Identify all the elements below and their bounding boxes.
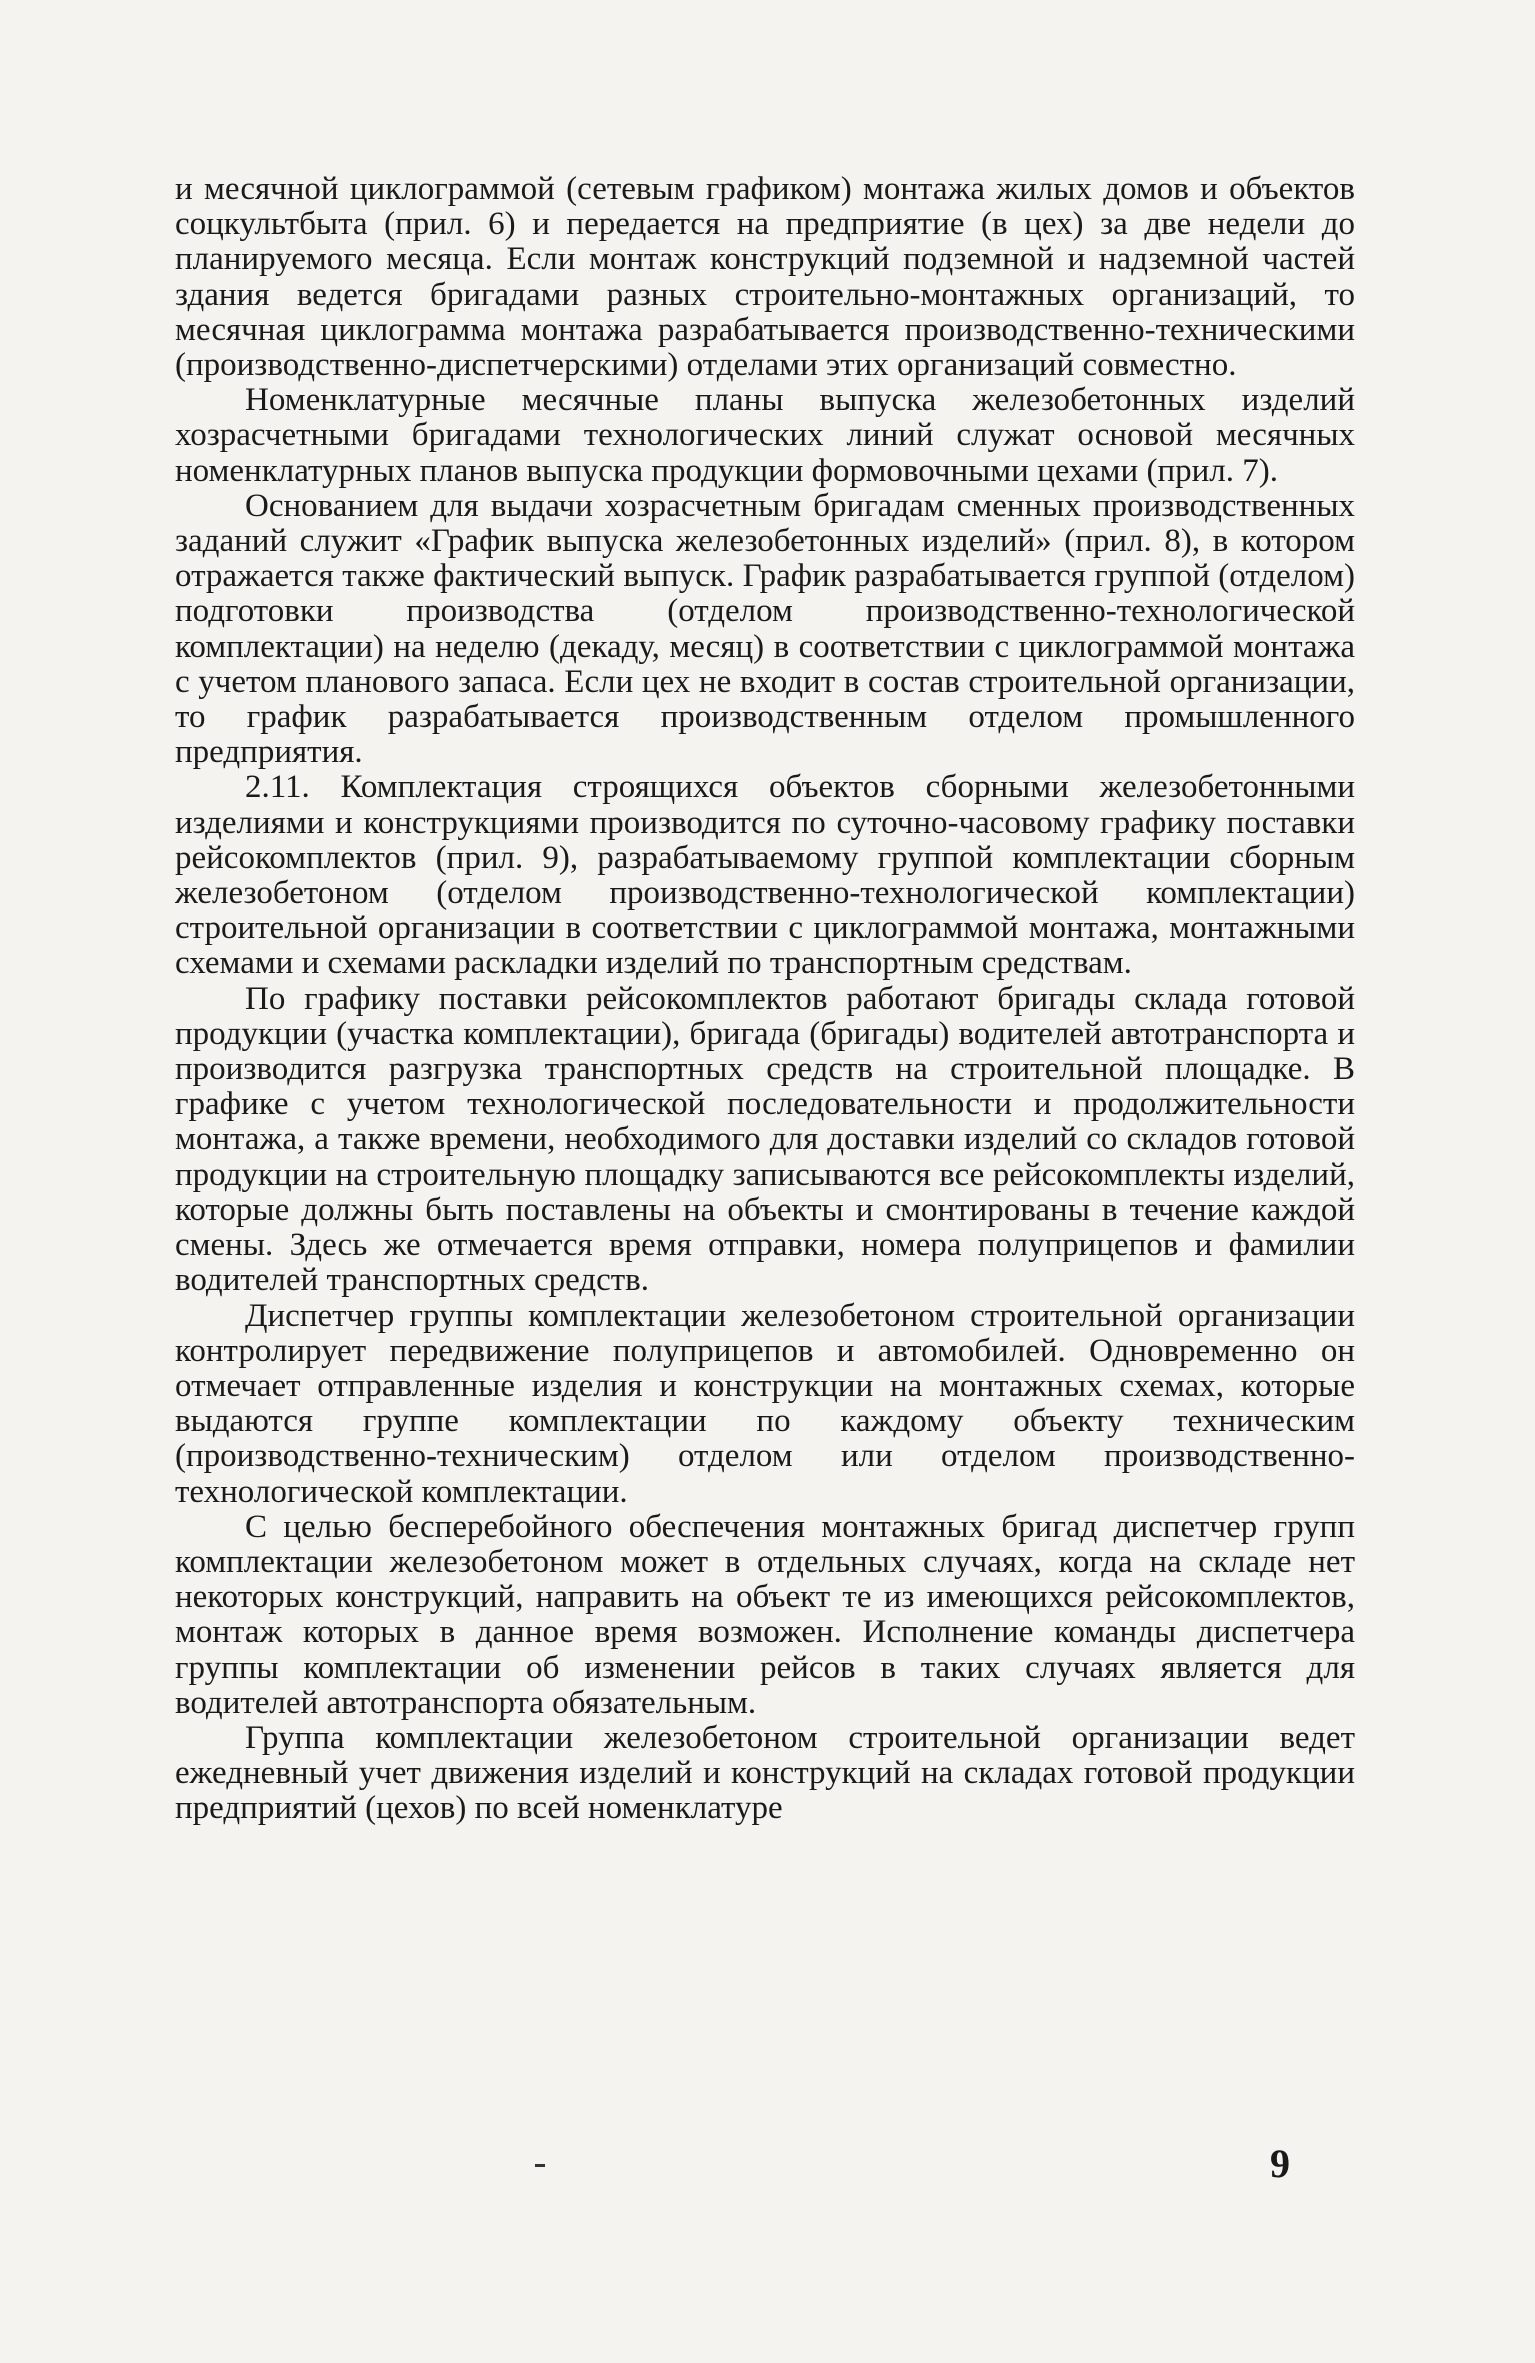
page-number: 9 xyxy=(1270,2141,1290,2186)
paragraph-dispatcher-control: Диспетчер группы комплектации железобетоном строительной организации контролирует передвижение полуприцепов и автомобилей. Одновременно он отмечает отправленные изделия и конструкции на монтажных схемах, которые выдаются группе комплектации по каждому объекту техническим (производственно-техническим) отделом или отделом производственно-технологической комплектации. xyxy=(175,1297,1355,1510)
paragraph-continuation: и месячной циклограммой (сетевым графиком) монтажа жилых домов и объектов соцкультбыта (прил. 6) и передается на предприятие (в цех) за две недели до планируемого месяца. Если монтаж конструкций подземной и надземной частей здания ведется бригадами разных строительно-монтажных организаций, то месячная циклограмма монтажа разрабатывается производственно-техническими (производственно-диспетчерскими) отделами этих организаций совместно. xyxy=(175,171,1355,384)
paragraph-nomenclature-plans: Номенклатурные месячные планы выпуска железобетонных изделий хозрасчетными бригадами технологических линий служат основой месячных номенклатурных планов выпуска продукции формовочными цехами (прил. 7). xyxy=(175,382,1355,489)
paragraph-section-2-11: 2.11. Комплектация строящихся объектов сборными железобетонными изделиями и конструкциями производится по суточно-часовому графику поставки рейсокомплектов (прил. 9), разрабатываемому группой комплектации сборным железобетоном (отделом производственно-технологической комплектации) строительной организации в соответствии с циклограммой монтажа, монтажными схемами и схемами раскладки изделий по транспортным средствам. xyxy=(175,769,1355,982)
print-mark xyxy=(535,2164,545,2167)
page-body xyxy=(175,172,1355,1827)
paragraph-uninterrupted-supply: С целью бесперебойного обеспечения монтажных бригад диспетчер групп комплектации железобетоном может в отдельных случаях, когда на складе нет некоторых конструкций, направить на объект те из имеющихся рейсокомплектов, монтаж которых в данное время возможен. Исполнение команды диспетчера группы комплектации об изменении рейсов в таких случаях является для водителей автотранспорта обязательным. xyxy=(175,1508,1355,1721)
paragraph-daily-accounting: Группа комплектации железобетоном строительной организации ведет ежедневный учет движения изделий и конструкций на складах готовой продукции предприятий (цехов) по всей номенклатуре xyxy=(175,1719,1355,1827)
paragraph-delivery-schedule: По графику поставки рейсокомплектов работают бригады склада готовой продукции (участка комплектации), бригада (бригады) водителей автотранспорта и производится разгрузка транспортных средств на строительной площадке. В графике с учетом технологической последовательности и продолжительности монтажа, а также времени, необходимого для доставки изделий со складов готовой продукции на строительную площадку записываются все рейсокомплекты изделий, которые должны быть поставлены на объекты и смонтированы в течение каждой смены. Здесь же отмечается время отправки, номера полуприцепов и фамилии водителей транспортных средств. xyxy=(175,980,1355,1299)
paragraph-shift-tasks: Основанием для выдачи хозрасчетным бригадам сменных производственных заданий служит «График выпуска железобетонных изделий» (прил. 8), в котором отражается также фактический выпуск. График разрабатывается группой (отделом) подготовки производства (отделом производственно-технологической комплектации) на неделю (декаду, месяц) в соответствии с циклограммой монтажа с учетом планового запаса. Если цех не входит в состав строительной организации, то график разрабатывается производственным отделом промышленного предприятия. xyxy=(175,487,1355,771)
